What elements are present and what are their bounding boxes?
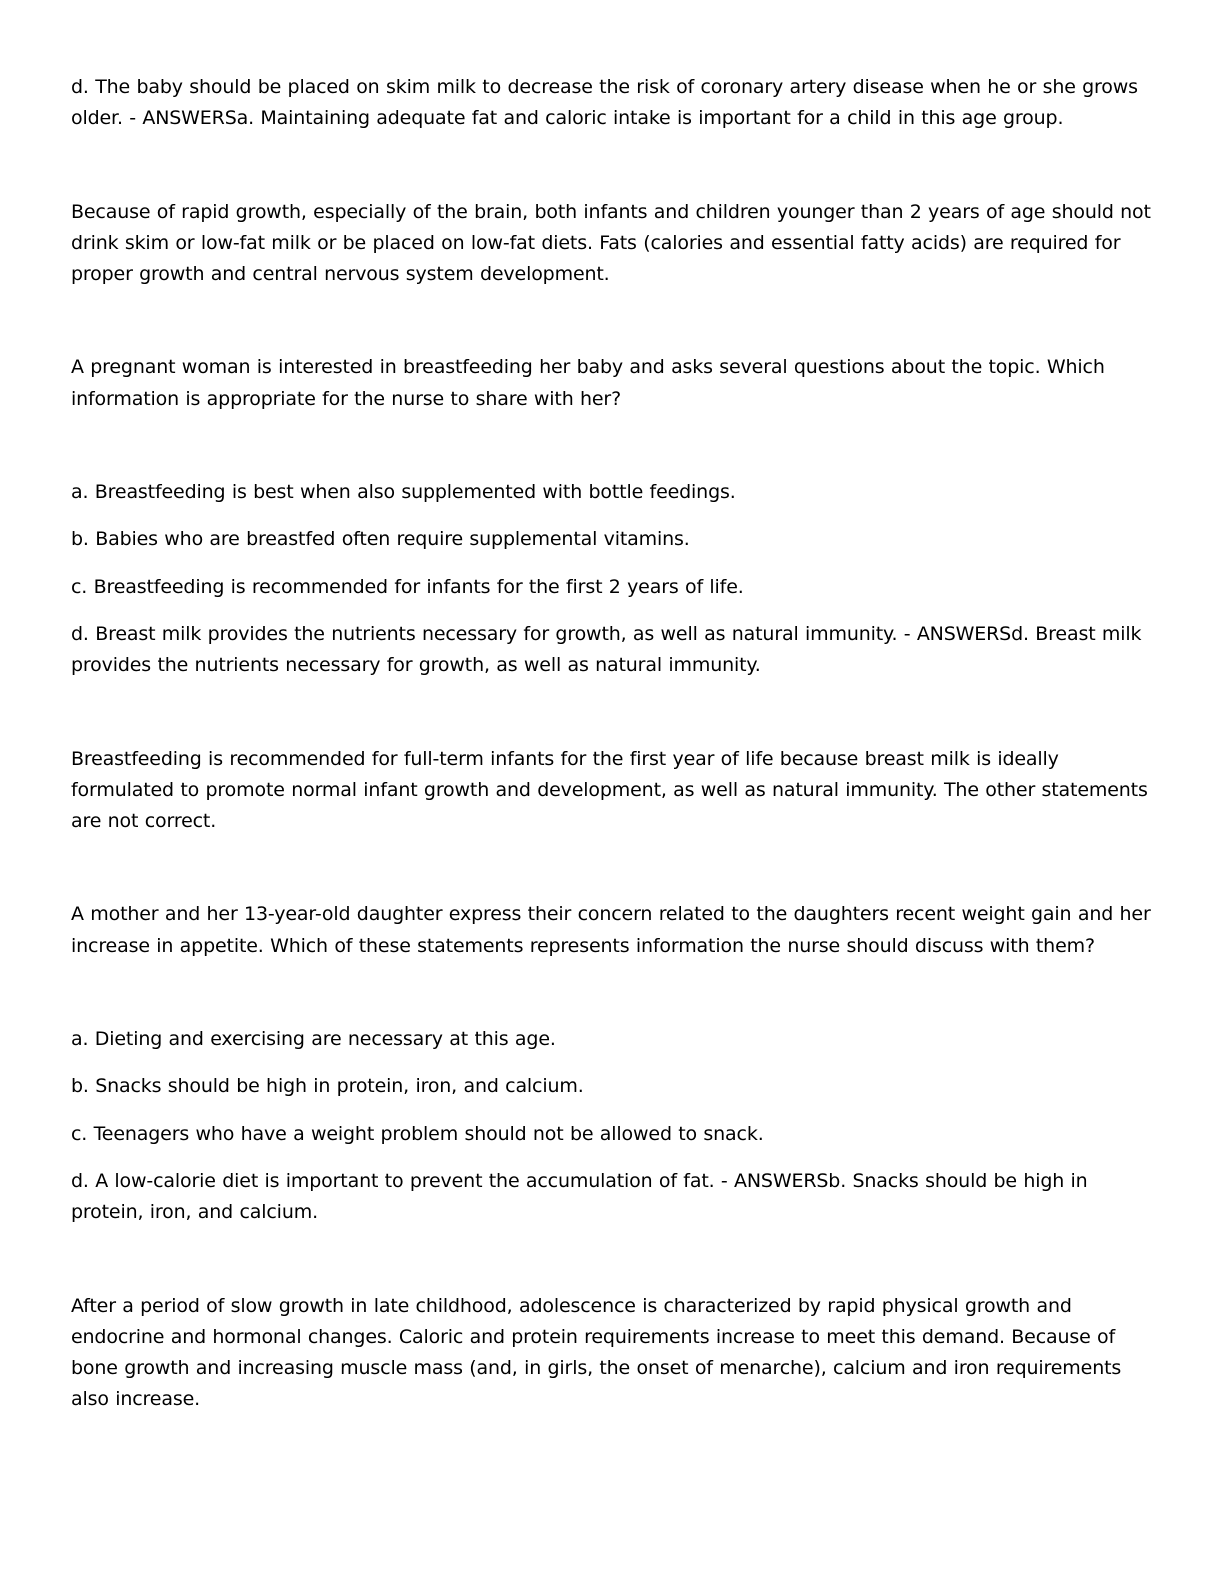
answer-option-b-q2: b. Babies who are breastfed often require supplemental vitamins.	[71, 528, 690, 551]
document-page	[71, 72, 1151, 1416]
spacer	[71, 415, 1151, 477]
spacer	[71, 1103, 1151, 1119]
answer-option-d-q2: d. Breast milk provides the nutrients necessary for growth, as well as natural immunity. - ANSWERSd. Breast milk provides the nutrients necessary for growth, as well as natural immunity.	[71, 622, 1142, 677]
spacer	[71, 1229, 1151, 1291]
spacer	[71, 556, 1151, 572]
spacer	[71, 962, 1151, 1024]
answer-option-a-q3: a. Dieting and exercising are necessary at this age.	[71, 1028, 556, 1051]
rationale-paragraph-q2: Breastfeeding is recommended for full-term infants for the first year of life because breast milk is ideally formulated to promote normal infant growth and development, as well as natural immunity. The other statements are not correct.	[71, 747, 1148, 833]
answer-option-c-q2: c. Breastfeeding is recommended for infants for the first 2 years of life.	[71, 575, 744, 598]
answer-option-c-q3: c. Teenagers who have a weight problem should not be allowed to snack.	[71, 1122, 764, 1145]
answer-option-a-q2: a. Breastfeeding is best when also supplemented with bottle feedings.	[71, 481, 736, 504]
rationale-paragraph-q1: Because of rapid growth, especially of the brain, both infants and children younger than 2 years of age should not drink skim or low-fat milk or be placed on low-fat diets. Fats (calories and essential fatty acids) are required for proper growth and central nervous system development.	[71, 200, 1151, 286]
answer-option-d-q1: d. The baby should be placed on skim milk to decrease the risk of coronary artery disease when he or she grows older. - ANSWERSa. Maintaining adequate fat and caloric intake is important for a child in this age group.	[71, 76, 1138, 130]
question-paragraph-q2: A pregnant woman is interested in breastfeeding her baby and asks several questions about the topic. Which information is appropriate for the nurse to share with her?	[71, 356, 1105, 410]
answer-option-b-q3: b. Snacks should be high in protein, iron, and calcium.	[71, 1075, 584, 1098]
spacer	[71, 603, 1151, 619]
rationale-paragraph-q3: After a period of slow growth in late childhood, adolescence is characterized by rapid physical growth and endocrine and hormonal changes. Caloric and protein requirements increase to meet this demand. Because of bone growth and increasing muscle mass (and, in girls, the onset of menarche), calcium and iron requirements also increase.	[71, 1294, 1122, 1411]
spacer	[71, 290, 1151, 352]
answer-option-d-q3: d. A low-calorie diet is important to prevent the accumulation of fat. - ANSWERSb. Snacks should be high in protein, iron, and calcium.	[71, 1169, 1088, 1224]
spacer	[71, 508, 1151, 524]
spacer	[71, 682, 1151, 744]
spacer	[71, 837, 1151, 899]
spacer	[71, 135, 1151, 197]
spacer	[71, 1150, 1151, 1166]
spacer	[71, 1055, 1151, 1071]
question-paragraph-q3: A mother and her 13-year-old daughter express their concern related to the daughters recent weight gain and her increase in appetite. Which of these statements represents information the nurse should discuss with them?	[71, 903, 1151, 957]
